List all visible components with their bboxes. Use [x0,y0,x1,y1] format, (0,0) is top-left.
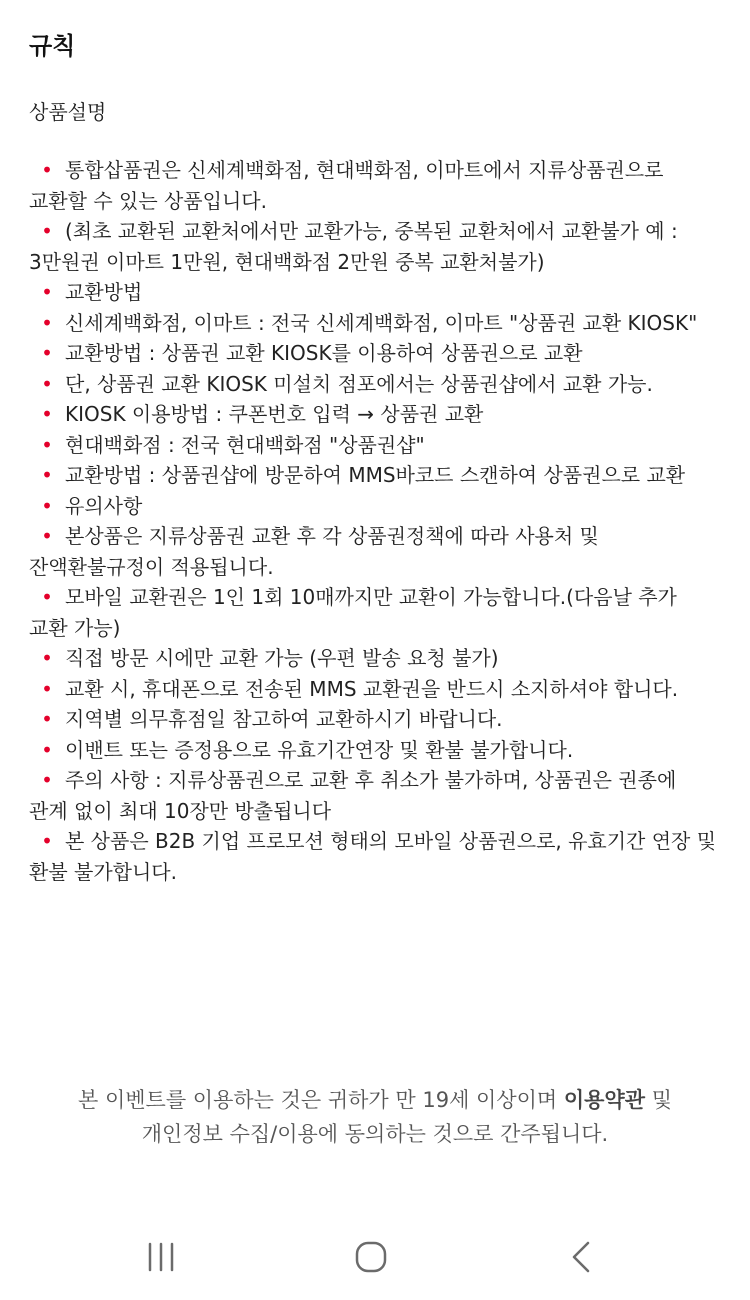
home-icon [351,1237,391,1277]
rule-item [29,460,719,491]
rule-item [29,704,719,735]
bullet-icon: • [41,829,53,853]
bullet-icon: • [41,768,53,792]
bullet-icon: • [41,219,53,243]
rule-text: 본상품은 지류상품권 교환 후 각 상품권정책에 따라 사용처 및 잔액환불규정이 적용됩니다. [29,524,599,579]
rule-item [29,155,719,216]
rule-text: 유의사항 [65,493,143,518]
bullet-icon: • [41,737,53,762]
bullet-icon: • [41,493,53,518]
rule-item [29,735,719,766]
back-icon [561,1237,601,1277]
rule-text: 직접 방문 시에만 교환 가능 (우편 발송 요청 불가) [65,646,499,670]
bullet-icon: • [41,707,53,731]
rule-item [29,277,719,308]
system-nav-bar [0,1220,750,1300]
bullet-icon: • [41,585,53,609]
rule-text: 주의 사항 : 지류상품권으로 교환 후 취소가 불가하며, 상품권은 권종에 관계 없이 최대 10장만 방출됩니다 [29,768,677,823]
bullet-icon: • [41,310,53,335]
rule-text: 단, 상품권 교환 KIOSK 미설치 점포에서는 상품권샵에서 교환 가능. [65,371,653,396]
rule-text: 교환방법 [65,280,143,304]
terms-link[interactable]: 이용약관 [563,1088,646,1112]
recent-apps-button[interactable] [131,1234,191,1280]
bullet-icon: • [41,158,53,182]
rule-item [29,308,719,339]
home-button[interactable] [341,1234,401,1280]
rule-item [29,369,719,400]
rule-item [29,765,719,826]
rule-text: 이밴트 또는 증정용으로 유효기간연장 및 환불 불가합니다. [65,737,574,762]
bullet-icon: • [41,524,53,548]
rules-list [29,155,719,887]
bullet-icon: • [41,463,53,487]
rule-item [29,582,719,643]
bullet-icon: • [41,341,53,365]
notice-text: 및 개인정보 수집/이용에 동의하는 것으로 간주됩니다. [141,1088,672,1146]
rule-item [29,216,719,277]
bullet-icon: • [41,432,53,457]
rule-text: 통합삽품권은 신세계백화점, 현대백화점, 이마트에서 지류상품권으로 교환할 수 있는 상품입니다. [29,158,664,213]
rule-item [29,643,719,674]
rule-text: 본 상품은 B2B 기업 프로모션 형태의 모바일 상품권으로, 유효기간 연장 및 환불 불가합니다. [29,829,717,884]
rule-item [29,826,719,887]
bullet-icon: • [41,646,53,670]
age-consent-notice [40,1083,710,1151]
recent-apps-icon [141,1237,181,1277]
rule-text: 교환방법 : 상품권샵에 방문하여 MMS바코드 스캔하여 상품권으로 교환 [65,463,686,487]
rule-text: 지역별 의무휴점일 참고하여 교환하시기 바랍니다. [65,707,503,731]
rule-item [29,674,719,705]
rule-item [29,491,719,522]
section-title: 상품설명 [29,100,107,124]
notice-text: 본 이벤트를 이용하는 것은 귀하가 만 19세 이상이며 [78,1088,564,1112]
bullet-icon: • [41,371,53,396]
rule-item [29,430,719,461]
rule-text: 교환방법 : 상품권 교환 KIOSK를 이용하여 상품권으로 교환 [65,341,583,365]
rule-text: 모바일 교환권은 1인 1회 10매까지만 교환이 가능합니다.(다음날 추가 교환 가능) [29,585,677,640]
rule-item [29,399,719,430]
rule-text: 교환 시, 휴대폰으로 전송된 MMS 교환권을 반드시 소지하셔야 합니다. [65,676,679,701]
bullet-icon: • [41,280,53,304]
rule-text: KIOSK 이용방법 : 쿠폰번호 입력 → 상품권 교환 [65,402,484,426]
rule-text: 현대백화점 : 전국 현대백화점 "상품권샵" [65,432,425,457]
rule-item [29,338,719,369]
rule-text: (최초 교환된 교환처에서만 교환가능, 중복된 교환처에서 교환불가 예 : 3만원권 이마트 1만원, 현대백화점 2만원 중복 교환처불가) [29,219,678,274]
page-title: 규칙 [29,32,76,60]
rule-text: 신세계백화점, 이마트 : 전국 신세계백화점, 이마트 "상품권 교환 KIOSK" [65,310,698,335]
bullet-icon: • [41,676,53,701]
back-button[interactable] [551,1234,611,1280]
rule-item [29,521,719,582]
bullet-icon: • [41,402,53,426]
